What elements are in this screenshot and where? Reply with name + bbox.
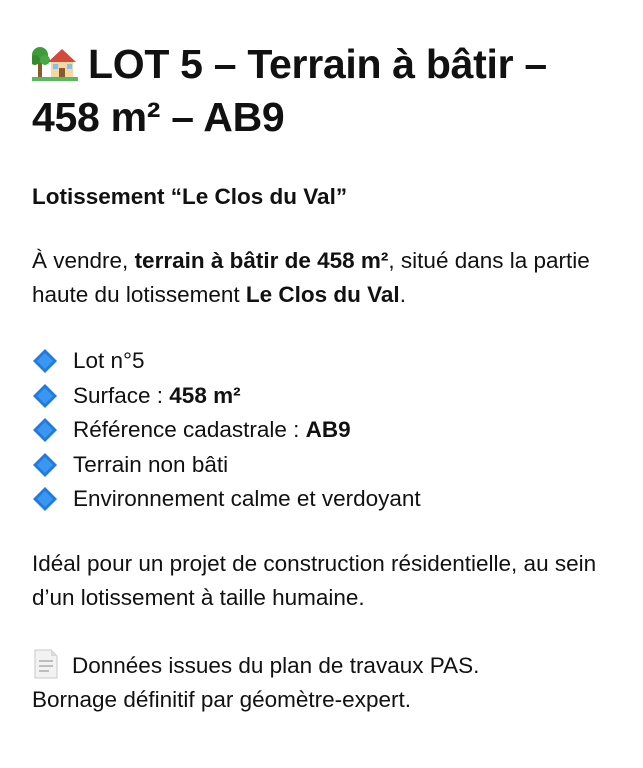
blue-diamond-icon [32, 348, 58, 374]
note-line-1 [32, 649, 622, 684]
feature-label: Terrain non bâti [73, 451, 229, 477]
source-note [32, 649, 622, 718]
list-item [32, 379, 622, 414]
intro-paragraph [32, 244, 622, 312]
intro-text-2: , situé dans la partie haute du lotissement [32, 248, 590, 307]
document-icon [32, 649, 60, 679]
intro-text-1: À vendre, [32, 248, 135, 273]
intro-text-3: . [399, 282, 406, 307]
feature-value: AB9 [305, 417, 351, 442]
listing-post [32, 38, 622, 718]
list-item [32, 413, 622, 448]
page-title [32, 38, 622, 144]
intro-bold-1: terrain à bâtir de 458 m² [134, 248, 389, 273]
feature-list [32, 344, 622, 517]
intro-bold-2: Le Clos du Val [245, 282, 400, 307]
list-item [32, 448, 622, 483]
blue-diamond-icon [32, 383, 58, 409]
feature-label: Référence cadastrale : [73, 417, 306, 442]
list-item [32, 482, 622, 517]
feature-label: Lot n°5 [73, 348, 145, 373]
note-text-1: Données issues du plan de travaux PAS. [72, 652, 480, 678]
title-text: LOT 5 – Terrain à bâtir – 458 m² – AB9 [32, 41, 547, 140]
note-line-2: Bornage définitif par géomètre-expert. [32, 687, 411, 712]
subtitle: Lotissement “Le Clos du Val” [32, 184, 348, 209]
blue-diamond-icon [32, 486, 58, 512]
blue-diamond-icon [32, 452, 58, 478]
house-with-garden-icon [32, 41, 78, 81]
list-item [32, 344, 622, 379]
blue-diamond-icon [32, 417, 58, 443]
feature-value: 458 m² [169, 382, 241, 408]
feature-label: Environnement calme et verdoyant [73, 486, 421, 511]
feature-label: Surface : [73, 382, 170, 408]
outro-paragraph: Idéal pour un projet de construction résidentielle, au sein d’un lotissement à taille humaine. [32, 550, 597, 610]
